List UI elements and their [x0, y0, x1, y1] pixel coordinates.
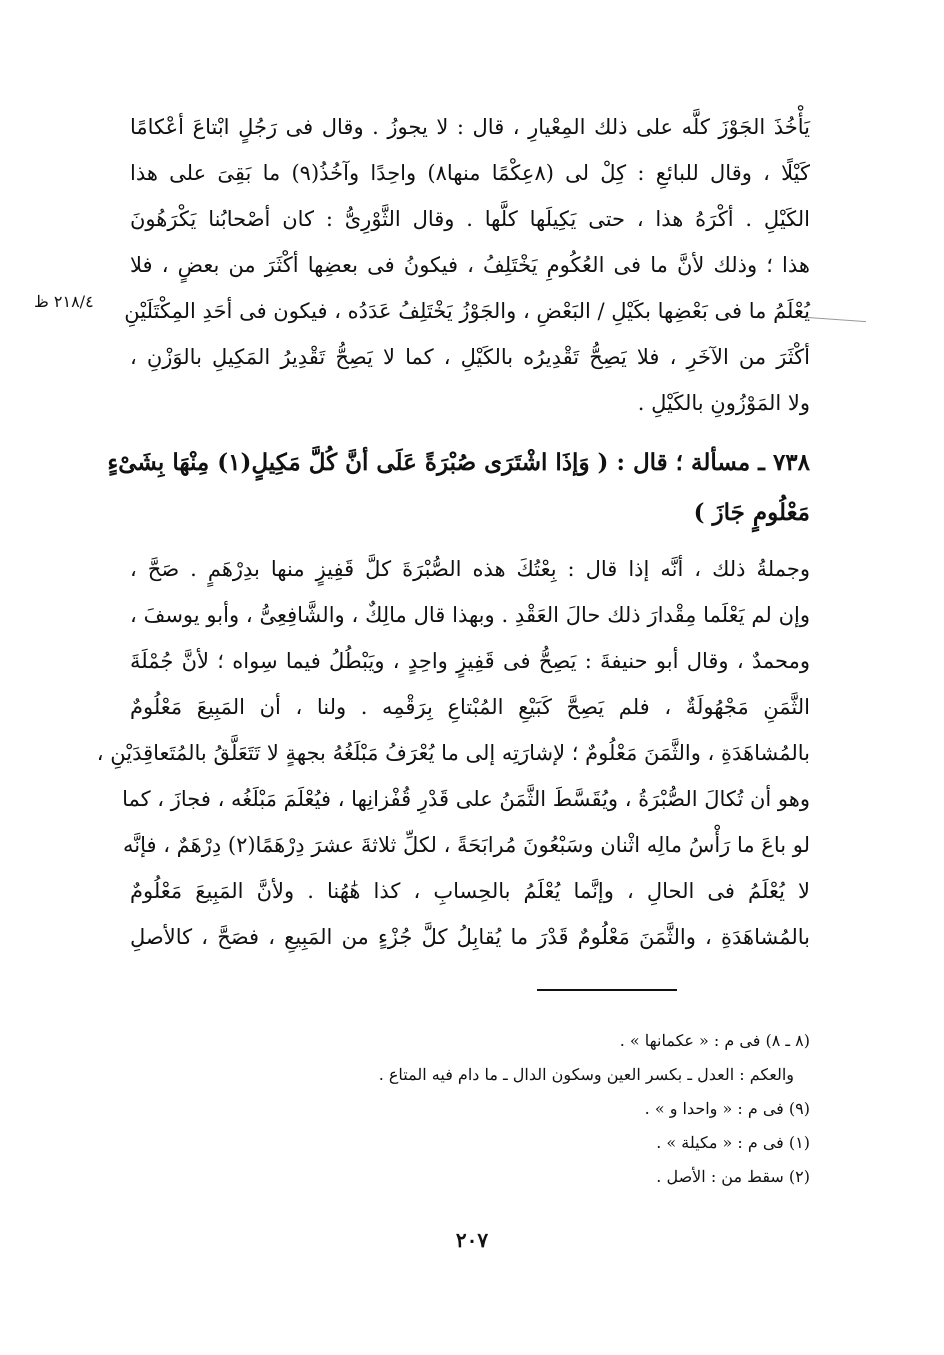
text-line: لو باعَ ما رَأْسُ مالِه اثْنان وسَبْعُونَ مُرابَحَةً ، لكلِّ ثلاثةَ عشرَ دِرْهَمًا(٢) دِرْهَمٌ ، فإنَّه: [122, 833, 810, 857]
page-number: ٢٠٧: [455, 1228, 489, 1252]
footnote-explanation: والعكم : العدل ـ بكسر العين وسكون الدال ـ ما دام فيه المتاع .: [378, 1065, 794, 1084]
text-line: وإن لم يَعْلَما مِقْدارَ ذلك حالَ العَقْدِ . وبهذا قال مالِكٌ ، والشَّافِعِىُّ ، وأبو يوسفَ ،: [130, 603, 810, 627]
text-line: هذا ؛ وذلك لأنَّ ما فى العُكُومِ يَخْتَلِفُ ، فيكونُ فى بعضِها أكْثَرَ من بعضٍ ، فلا: [130, 253, 810, 277]
masala-heading: [107, 438, 810, 538]
text-line: الثَّمَنِ مَجْهُولَةٌ ، فلم يَصِحَّ كَبَيْعِ المُبْتاعِ بِرَقْمِه . ولنا ، أن المَبِيعَ مَعْلُومٌ: [130, 695, 810, 719]
text-line: كَيْلًا ، وقال للبائعِ : كِلْ لى (٨عِكْمًا منها٨) واحِدًا وآخُذُ(٩) ما بَقِىَ على هذا: [130, 161, 810, 185]
text-line: ولا المَوْزُونِ بالكَيْلِ .: [637, 391, 810, 415]
text-line: بالمُشاهَدَةِ ، والثَّمَنَ مَعْلُومٌ قَدْرَ ما يُقابِلُ كلَّ جُزْءٍ من المَبِيعِ ، فصَحَّ ، كالأصلِ: [130, 925, 810, 949]
text-line: لا يُعْلَمُ فى الحالِ ، وإنَّما يُعْلَمُ بالحِسابِ ، كذا هَٰهُنا . ولأنَّ المَبِيعَ مَعْلُومٌ: [130, 879, 810, 903]
text-line: أكْثَرَ من الآخَرِ ، فلا يَصِحُّ تَقْدِيرُه بالكَيْلِ ، كما لا يَصِحُّ تَقْدِيرُ المَكِيلِ بالوَزْنِ ،: [130, 345, 810, 369]
footnote: (١) فى م : « مكيلة » .: [656, 1133, 810, 1152]
paragraph-2: [96, 546, 810, 960]
margin-folio-note: ٢١٨/٤ ظ: [34, 292, 94, 311]
text-line: وجملةُ ذلك ، أنَّه إذا قال : بِعْتُكَ هذه الصُّبْرَةَ كلَّ قَفِيزٍ منها بدِرْهَمٍ . صَحَّ ،: [130, 557, 810, 581]
footnote-separator: [537, 989, 677, 991]
masala-heading-text: ـ مسألة ؛ قال : ( وَإذَا اشْتَرَى صُبْرَةً عَلَى أنَّ كُلَّ مَكِيلٍ(١) مِنْهَا بِشَىْءٍ: [107, 449, 765, 476]
text-line: الكَيْلِ . أكْرَهُ هذا ، حتى يَكِيلَها كلَّها . وقال الثَّوْرِىُّ : كان أصْحابُنا يَكْرَهُونَ: [130, 207, 810, 231]
text-line: ومحمدٌ ، وقال أبو حنيفةَ : يَصِحُّ فى قَفِيزٍ واحِدٍ ، ويَبْطُلُ فيما سِواه ؛ لأنَّ جُمْلَةَ: [130, 649, 810, 673]
footnote: (٩) فى م : « واحدا و » .: [644, 1099, 810, 1118]
text-line: وهو أن تُكالَ الصُّبْرَةُ ، ويُقَسَّطَ الثَّمَنُ على قَدْرِ قُفْزانِها ، فيُعْلَمَ مَبْلَغُه ، فجازَ ، كما: [122, 787, 810, 811]
footnote: (٢) سقط من : الأصل .: [656, 1167, 810, 1186]
paragraph-1: [124, 104, 810, 426]
text-line: يَأْخُذَ الجَوْزَ كلَّه على ذلك المِعْيارِ ، قال : لا يجوزُ . وقال فى رَجُلٍ ابْتاعَ أعْكامًا: [130, 115, 810, 139]
margin-reference-line: [806, 317, 866, 322]
footnote: (٨ ـ ٨) فى م : « عكمانها » .: [619, 1031, 810, 1050]
text-line: بالمُشاهَدَةِ ، والثَّمَنَ مَعْلُومٌ ؛ لإشارَتِه إلى ما يُعْرَفُ مَبْلَغُهُ بجهةٍ لا تَتَعَلَّقُ بالمُتَعاقِدَيْنِ ،: [96, 741, 810, 765]
masala-number: ٧٣٨: [772, 449, 810, 476]
masala-heading-line-2: مَعْلُومٍ جَازَ ): [693, 499, 810, 526]
text-line: يُعْلَمُ ما فى بَعْضِها بكَيْلِ / البَعْضِ ، والجَوْزُ يَخْتَلِفُ عَدَدُه ، فيكون فى أحَدِ المِكْتَلَيْنِ: [124, 299, 810, 323]
footnotes: [130, 1024, 810, 1194]
masala-heading-line-1: [107, 438, 810, 488]
